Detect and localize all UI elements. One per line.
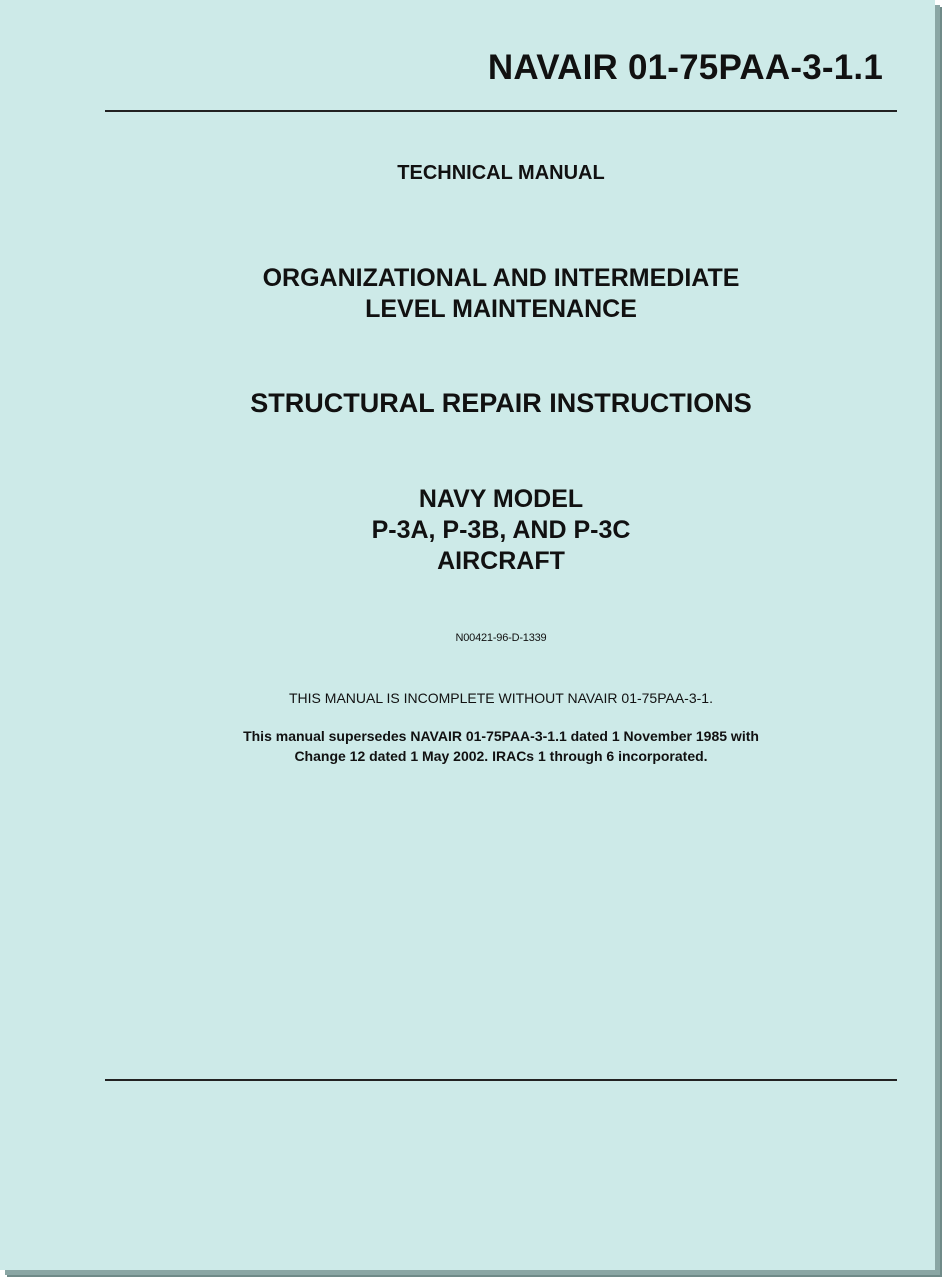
document-number: NAVAIR 01-75PAA-3-1.1 [487, 48, 883, 87]
maintenance-level-line-1: ORGANIZATIONAL AND INTERMEDIATE [262, 264, 740, 292]
model-line-2: P-3A, P-3B, AND P-3C [371, 516, 631, 544]
supersedes-line-2: Change 12 dated 1 May 2002. IRACs 1 through 6 incorporated. [294, 748, 708, 764]
aircraft-model-heading [105, 484, 897, 577]
supersedes-notice [105, 726, 897, 766]
bottom-divider [105, 1079, 897, 1081]
contract-number: N00421-96-D-1339 [455, 632, 547, 644]
model-line-3: AIRCRAFT [437, 547, 565, 575]
top-divider [105, 110, 897, 112]
maintenance-level-line-2: LEVEL MAINTENANCE [365, 295, 637, 323]
incomplete-notice: THIS MANUAL IS INCOMPLETE WITHOUT NAVAIR 01-75PAA-3-1. [289, 690, 713, 706]
model-line-1: NAVY MODEL [418, 485, 584, 513]
manual-type: TECHNICAL MANUAL [397, 162, 605, 184]
supersedes-line-1: This manual supersedes NAVAIR 01-75PAA-3-1.1 dated 1 November 1985 with [243, 728, 759, 744]
maintenance-level-heading [105, 263, 897, 325]
subject-heading: STRUCTURAL REPAIR INSTRUCTIONS [250, 388, 752, 418]
